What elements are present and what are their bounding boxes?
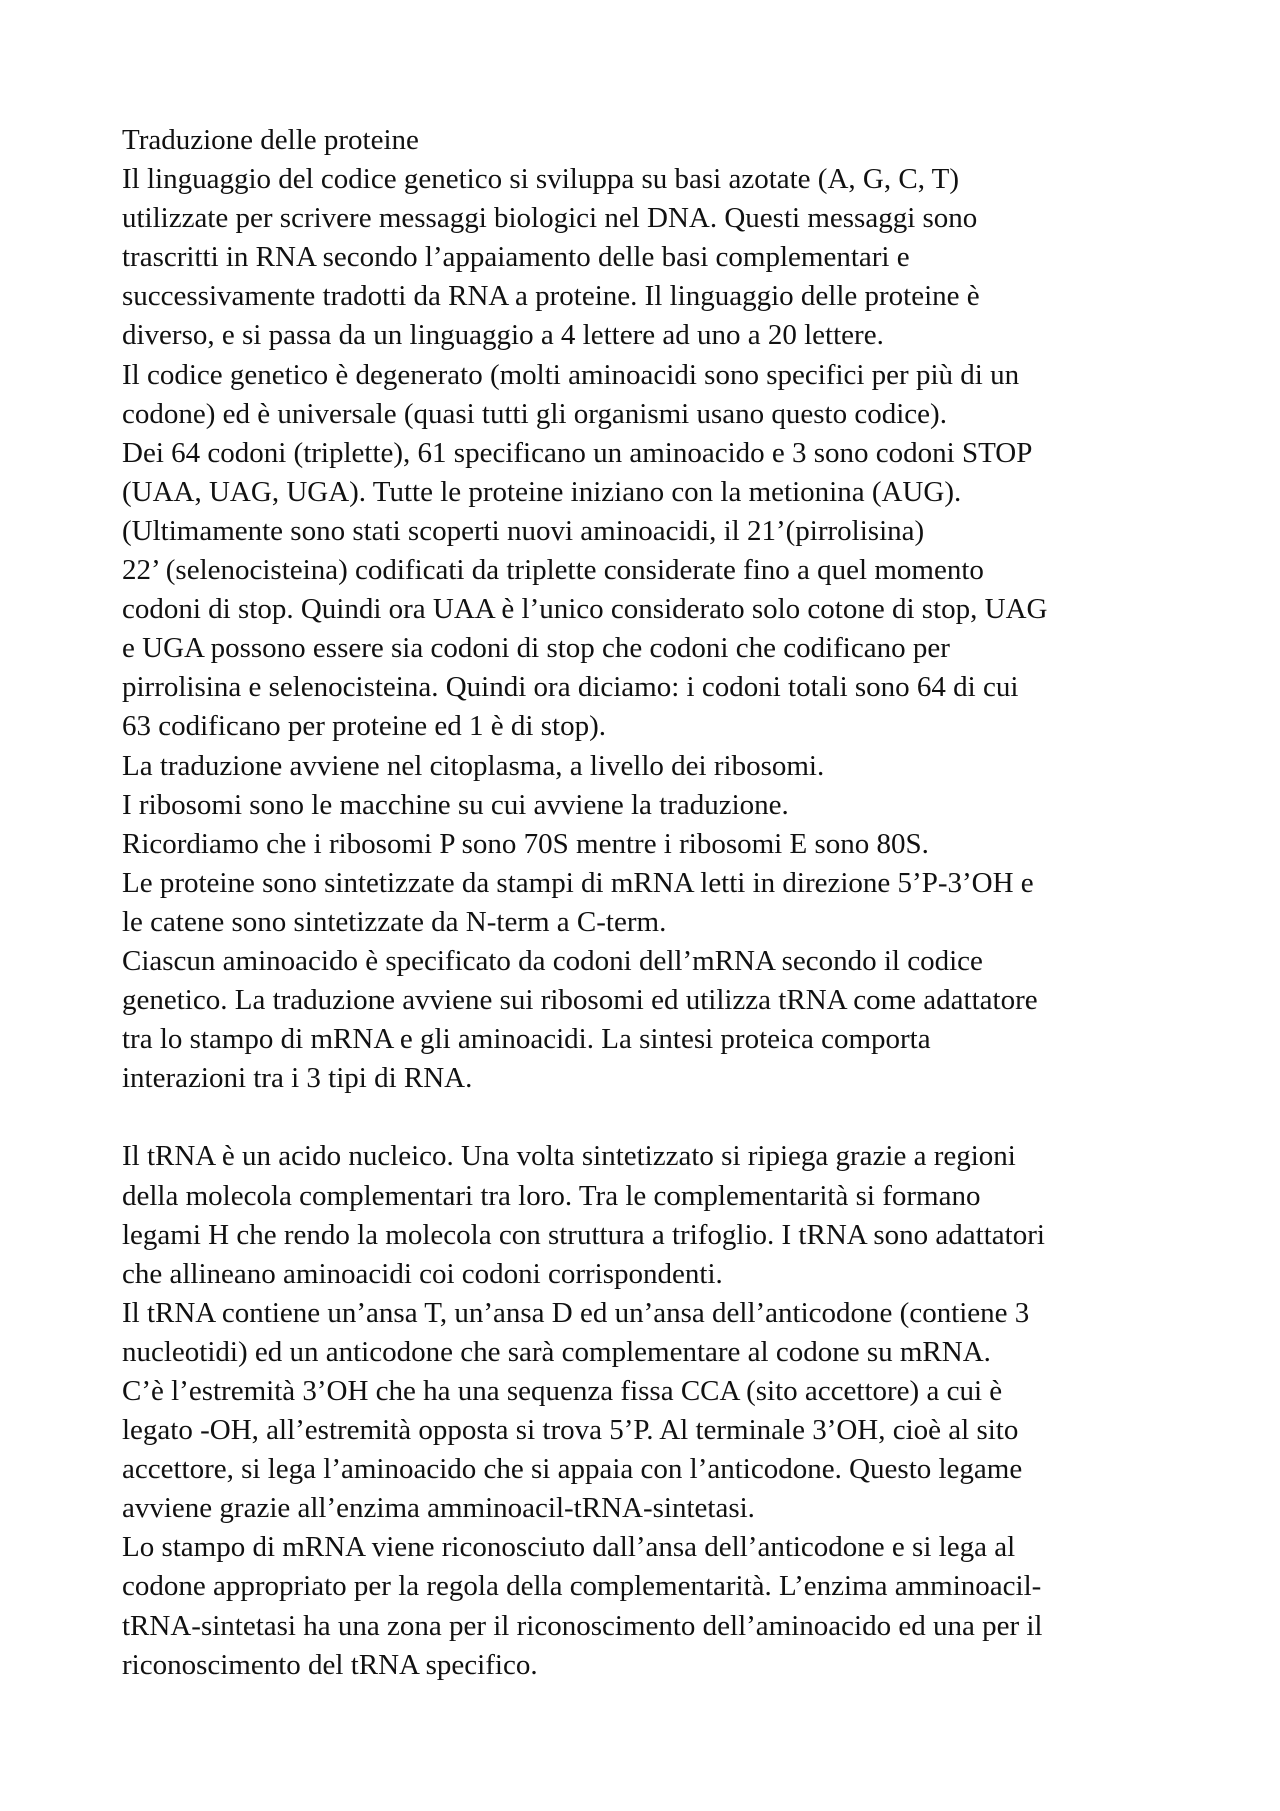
text-line: codone appropriato per la regola della complementarità. L’enzima amminoacil- [122, 1570, 1042, 1603]
text-line: tRNA-sintetasi ha una zona per il riconoscimento dell’aminoacido ed una per il [122, 1609, 1043, 1642]
text-line: legato -OH, all’estremità opposta si trova 5’P. Al terminale 3’OH, cioè al sito [122, 1414, 1019, 1447]
text-line: riconoscimento del tRNA specifico. [122, 1648, 538, 1681]
text-line: codone) ed è universale (quasi tutti gli organismi usano questo codice). [122, 397, 947, 430]
text-line: nucleotidi) ed un anticodone che sarà complementare al codone su mRNA. [122, 1335, 991, 1368]
text-line: Dei 64 codoni (triplette), 61 specificano un aminoacido e 3 sono codoni STOP [122, 436, 1033, 469]
text-line: le catene sono sintetizzate da N-term a C-term. [122, 905, 667, 938]
text-line: che allineano aminoacidi coi codoni corrispondenti. [122, 1257, 723, 1290]
text-line: tra lo stampo di mRNA e gli aminoacidi. La sintesi proteica comporta [122, 1023, 931, 1056]
text-line: pirrolisina e selenocisteina. Quindi ora diciamo: i codoni totali sono 64 di cui [122, 671, 1019, 704]
paragraph-gap [122, 1098, 1202, 1137]
text-line: Ciascun aminoacido è specificato da codoni dell’mRNA secondo il codice [122, 944, 983, 977]
text-line: successivamente tradotti da RNA a proteine. Il linguaggio delle proteine è [122, 280, 980, 313]
text-line: diverso, e si passa da un linguaggio a 4 lettere ad uno a 20 lettere. [122, 319, 884, 352]
text-line: Il codice genetico è degenerato (molti aminoacidi sono specifici per più di un [122, 358, 1020, 391]
text-line: utilizzate per scrivere messaggi biologici nel DNA. Questi messaggi sono [122, 202, 978, 235]
text-line: Ricordiamo che i ribosomi P sono 70S mentre i ribosomi E sono 80S. [122, 827, 929, 860]
text-line: trascritti in RNA secondo l’appaiamento delle basi complementari e [122, 241, 910, 274]
document-page [122, 121, 1202, 1685]
text-line: legami H che rendo la molecola con struttura a trifoglio. I tRNA sono adattatori [122, 1218, 1045, 1251]
text-line: La traduzione avviene nel citoplasma, a livello dei ribosomi. [122, 749, 825, 782]
text-line: genetico. La traduzione avviene sui ribosomi ed utilizza tRNA come adattatore [122, 984, 1038, 1017]
text-line: accettore, si lega l’aminoacido che si appaia con l’anticodone. Questo legame [122, 1453, 1023, 1486]
text-line: avviene grazie all’enzima amminoacil-tRNA-sintetasi. [122, 1492, 755, 1525]
text-line: 22’ (selenocisteina) codificati da triplette considerate fino a quel momento [122, 554, 984, 587]
text-line: Il tRNA è un acido nucleico. Una volta sintetizzato si ripiega grazie a regioni [122, 1140, 1016, 1173]
text-line: Lo stampo di mRNA viene riconosciuto dall’ansa dell’anticodone e si lega al [122, 1531, 1016, 1564]
text-line: codoni di stop. Quindi ora UAA è l’unico considerato solo cotone di stop, UAG [122, 593, 1048, 626]
text-line: (Ultimamente sono stati scoperti nuovi aminoacidi, il 21’(pirrolisina) [122, 514, 925, 547]
text-line: (UAA, UAG, UGA). Tutte le proteine iniziano con la metionina (AUG). [122, 475, 962, 508]
document-title: Traduzione delle proteine [122, 124, 419, 156]
text-line: Il tRNA contiene un’ansa T, un’ansa D ed un’ansa dell’anticodone (contiene 3 [122, 1296, 1030, 1329]
text-line: C’è l’estremità 3’OH che ha una sequenza fissa CCA (sito accettore) a cui è [122, 1375, 1003, 1407]
text-line: Il linguaggio del codice genetico si sviluppa su basi azotate (A, G, C, T) [122, 163, 960, 196]
text-line: 63 codificano per proteine ed 1 è di stop). [122, 710, 606, 743]
text-line: della molecola complementari tra loro. Tra le complementarità si formano [122, 1179, 981, 1212]
text-line: interazioni tra i 3 tipi di RNA. [122, 1062, 473, 1095]
text-line: Le proteine sono sintetizzate da stampi di mRNA letti in direzione 5’P-3’OH e [122, 866, 1034, 899]
text-line: I ribosomi sono le macchine su cui avviene la traduzione. [122, 788, 789, 821]
text-line: e UGA possono essere sia codoni di stop che codoni che codificano per [122, 632, 950, 665]
